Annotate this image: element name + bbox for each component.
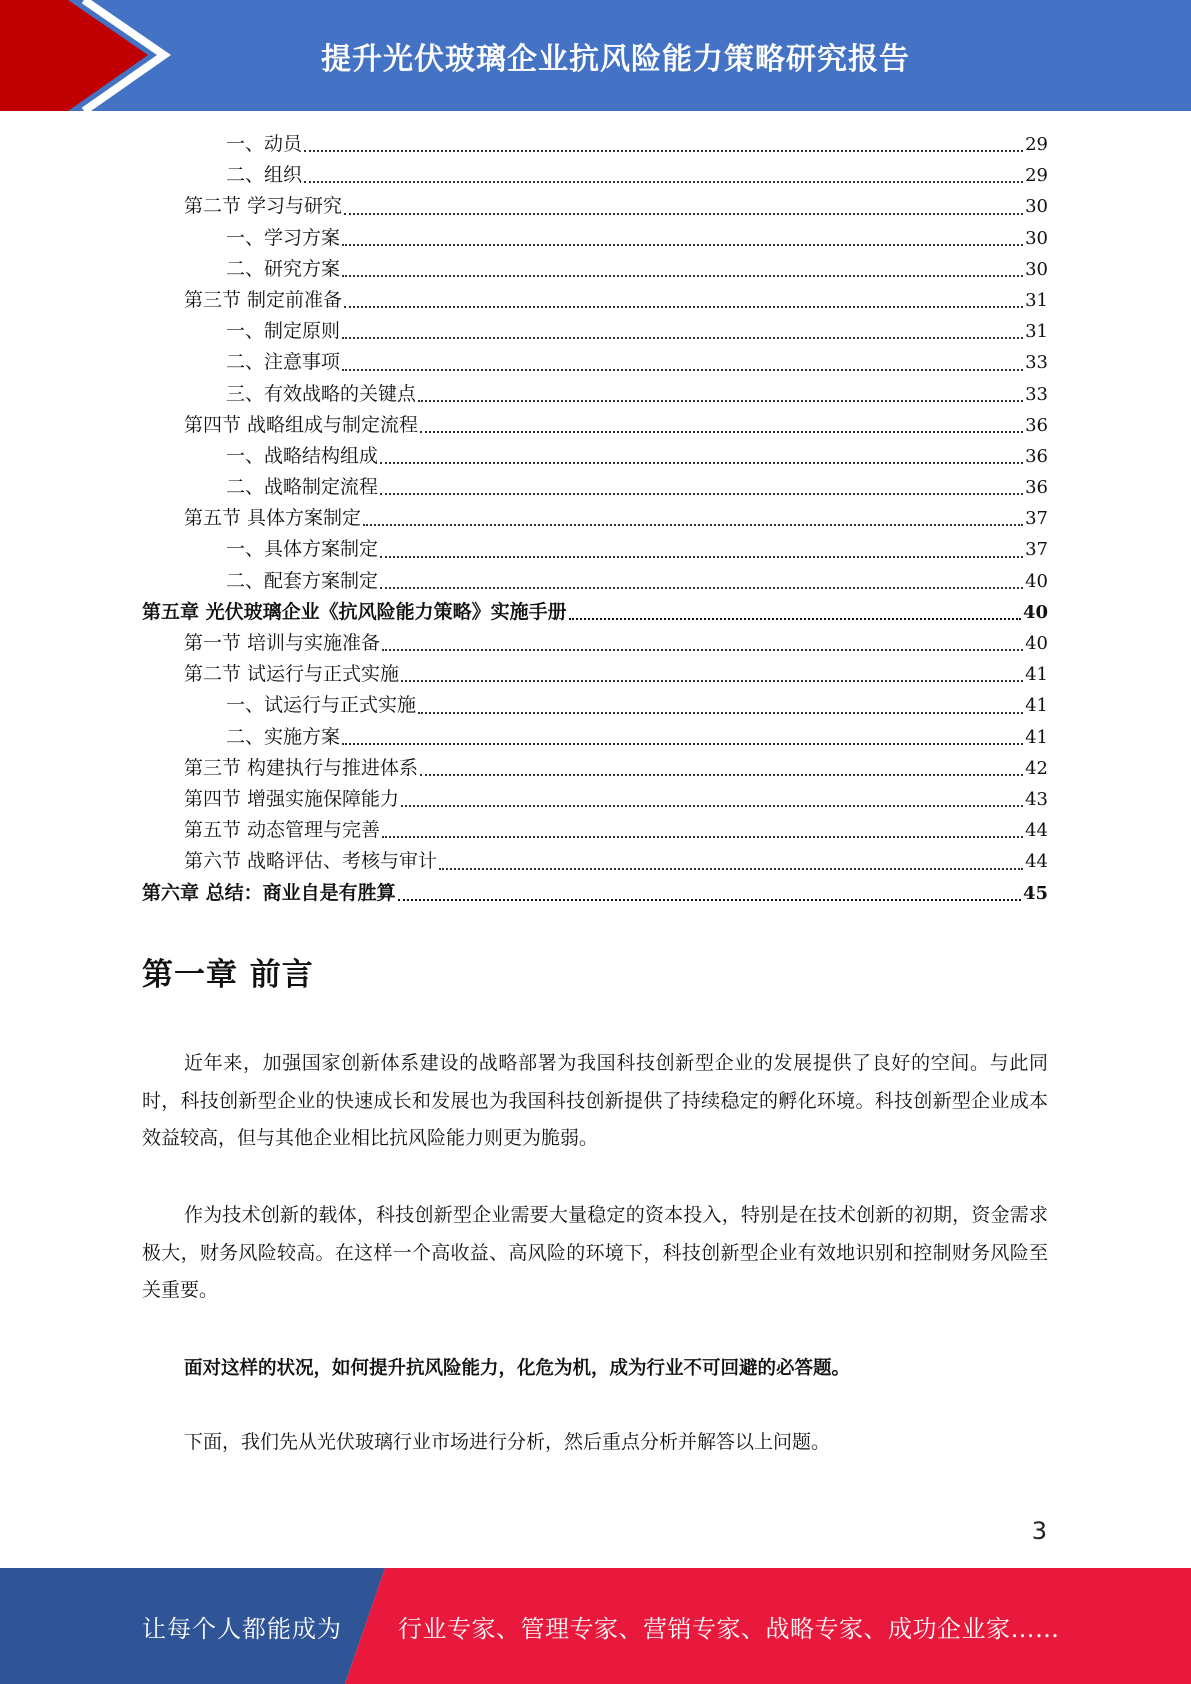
toc-entry-page: 31 [1025, 321, 1048, 343]
toc-leader-dots [380, 493, 1023, 495]
footer-slogan-left: 让每个人都能成为 [142, 1614, 342, 1643]
toc-entry-title: 一、战略结构组成 [226, 444, 379, 467]
toc-entry-title: 第四节 战略组成与制定流程 [184, 413, 419, 436]
toc-entry-page: 36 [1025, 445, 1048, 467]
toc-entry-title: 二、研究方案 [226, 257, 341, 280]
chapter-title: 第一章 前言 [142, 957, 314, 993]
toc-entry[interactable] [142, 441, 1048, 472]
toc-entry-title: 第一节 培训与实施准备 [184, 632, 381, 654]
toc-entry-page: 30 [1025, 196, 1048, 218]
toc-entry[interactable] [142, 722, 1048, 753]
toc-entry[interactable] [142, 379, 1048, 410]
toc-entry-title: 二、注意事项 [226, 351, 341, 374]
toc-leader-dots [380, 587, 1023, 589]
paragraph [142, 1197, 1048, 1310]
toc-entry-page: 41 [1025, 726, 1048, 748]
toc-entry-title: 第五章 光伏玻璃企业《抗风险能力策略》实施手册 [142, 600, 567, 623]
toc-entry[interactable] [142, 815, 1048, 846]
toc-entry-title: 一、具体方案制定 [226, 538, 379, 561]
toc-entry-title: 第三节 制定前准备 [184, 288, 343, 311]
toc-leader-dots [401, 805, 1023, 807]
toc-leader-dots [342, 337, 1023, 339]
table-of-contents [142, 129, 1048, 909]
toc-entry-page: 30 [1025, 227, 1048, 249]
toc-entry-title: 三、有效战略的关键点 [226, 382, 417, 405]
toc-entry-title: 二、组织 [226, 164, 303, 187]
toc-entry-title: 一、学习方案 [226, 226, 341, 249]
toc-entry-page: 29 [1025, 134, 1048, 155]
toc-entry-page: 37 [1025, 508, 1048, 530]
toc-entry-page: 44 [1025, 820, 1048, 842]
toc-leader-dots [398, 899, 1021, 901]
toc-entry-title: 第五节 具体方案制定 [184, 507, 362, 530]
toc-entry-title: 二、实施方案 [226, 725, 341, 748]
toc-entry-page: 40 [1025, 633, 1048, 654]
toc-entry-page: 33 [1025, 383, 1048, 405]
toc-entry[interactable] [142, 690, 1048, 721]
toc-entry[interactable] [142, 597, 1048, 628]
toc-entry[interactable] [142, 347, 1048, 378]
toc-entry-page: 42 [1025, 757, 1048, 779]
toc-entry-title: 第三节 构建执行与推进体系 [184, 756, 419, 779]
toc-entry[interactable] [142, 534, 1048, 565]
toc-entry-page: 33 [1025, 352, 1048, 374]
toc-leader-dots [344, 213, 1023, 215]
toc-entry-page: 31 [1025, 289, 1048, 311]
toc-entry[interactable] [142, 659, 1048, 690]
toc-leader-dots [344, 306, 1023, 308]
paragraph-text: 近年来，加强国家创新体系建设的战略部署为我国科技创新型企业的发展提供了良好的空间。与此同时，科技创新型企业的快速成长和发展也为我国科技创新提供了持续稳定的孵化环境。科技创新型企业成本效益较高，但与其他企业相比抗风险能力则更为脆弱。 [142, 1052, 1048, 1149]
toc-entry[interactable] [142, 223, 1048, 254]
footer-slogan-right: 行业专家、管理专家、营销专家、战略专家、成功企业家…… [398, 1614, 1060, 1643]
toc-leader-dots [401, 680, 1023, 682]
toc-entry-page: 37 [1025, 539, 1048, 561]
toc-entry[interactable] [142, 784, 1048, 815]
toc-entry-title: 第四节 增强实施保障能力 [184, 787, 400, 810]
toc-leader-dots [342, 369, 1023, 371]
toc-entry-page: 41 [1025, 695, 1048, 717]
toc-leader-dots [420, 774, 1023, 776]
toc-leader-dots [342, 743, 1023, 745]
toc-entry-page: 43 [1025, 788, 1048, 810]
toc-entry-title: 第二节 试运行与正式实施 [184, 663, 400, 686]
toc-entry[interactable] [142, 628, 1048, 659]
toc-entry-page: 41 [1025, 664, 1048, 686]
toc-leader-dots [380, 462, 1023, 464]
toc-entry[interactable] [142, 878, 1048, 909]
toc-leader-dots [418, 400, 1023, 402]
toc-leader-dots [569, 618, 1021, 620]
toc-entry-title: 一、试运行与正式实施 [226, 694, 417, 717]
toc-entry-title: 第二节 学习与研究 [184, 195, 343, 218]
toc-entry[interactable] [142, 160, 1048, 191]
toc-leader-dots [304, 181, 1023, 183]
toc-leader-dots [418, 712, 1023, 714]
toc-leader-dots [382, 649, 1023, 651]
toc-entry-page: 45 [1022, 882, 1048, 904]
toc-entry[interactable] [142, 191, 1048, 222]
header-banner [0, 0, 1191, 111]
paragraph [142, 1424, 1048, 1462]
toc-entry-page: 36 [1025, 414, 1048, 436]
toc-entry[interactable] [142, 410, 1048, 441]
footer-banner [0, 1568, 1191, 1684]
paragraph-bold [142, 1350, 1048, 1388]
toc-leader-dots [363, 524, 1023, 526]
toc-leader-dots [342, 275, 1023, 277]
paragraph-text: 面对这样的状况，如何提升抗风险能力，化危为机，成为行业不可回避的必答题。 [184, 1358, 851, 1379]
toc-entry-page: 29 [1025, 165, 1048, 187]
toc-entry-page: 40 [1022, 601, 1048, 623]
header-title: 提升光伏玻璃企业抗风险能力策略研究报告 [321, 41, 910, 77]
toc-entry-title: 第六章 总结：商业自是有胜算 [142, 881, 396, 904]
toc-leader-dots [382, 836, 1023, 838]
paragraph [142, 1045, 1048, 1158]
toc-entry-title: 第五节 动态管理与完善 [184, 819, 381, 842]
toc-entry[interactable] [142, 129, 1048, 160]
toc-entry[interactable] [142, 566, 1048, 597]
toc-entry-page: 30 [1025, 258, 1048, 280]
toc-entry-page: 44 [1025, 851, 1048, 873]
toc-entry[interactable] [142, 285, 1048, 316]
toc-entry-title: 二、战略制定流程 [226, 476, 379, 499]
toc-entry-title: 一、动员 [226, 133, 303, 155]
toc-leader-dots [420, 431, 1023, 433]
toc-leader-dots [439, 868, 1023, 870]
paragraph-text: 下面，我们先从光伏玻璃行业市场进行分析，然后重点分析并解答以上问题。 [184, 1431, 831, 1453]
toc-entry[interactable] [142, 316, 1048, 347]
toc-entry[interactable] [142, 753, 1048, 784]
toc-leader-dots [342, 244, 1023, 246]
toc-entry-title: 第六节 战略评估、考核与审计 [184, 850, 438, 873]
toc-entry[interactable] [142, 846, 1048, 877]
toc-leader-dots [304, 150, 1023, 152]
toc-entry-title: 一、制定原则 [226, 320, 341, 343]
toc-entry-title: 二、配套方案制定 [226, 569, 379, 592]
toc-entry[interactable] [142, 472, 1048, 503]
paragraph-text: 作为技术创新的载体，科技创新型企业需要大量稳定的资本投入，特别是在技术创新的初期，资金需求极大，财务风险较高。在这样一个高收益、高风险的环境下，科技创新型企业有效地识别和控制财务风险至关重要。 [142, 1204, 1048, 1301]
toc-entry-page: 40 [1025, 570, 1048, 592]
toc-entry[interactable] [142, 254, 1048, 285]
toc-leader-dots [380, 556, 1023, 558]
toc-entry[interactable] [142, 503, 1048, 534]
toc-entry-page: 36 [1025, 477, 1048, 499]
page-number: 3 [1031, 1517, 1047, 1545]
